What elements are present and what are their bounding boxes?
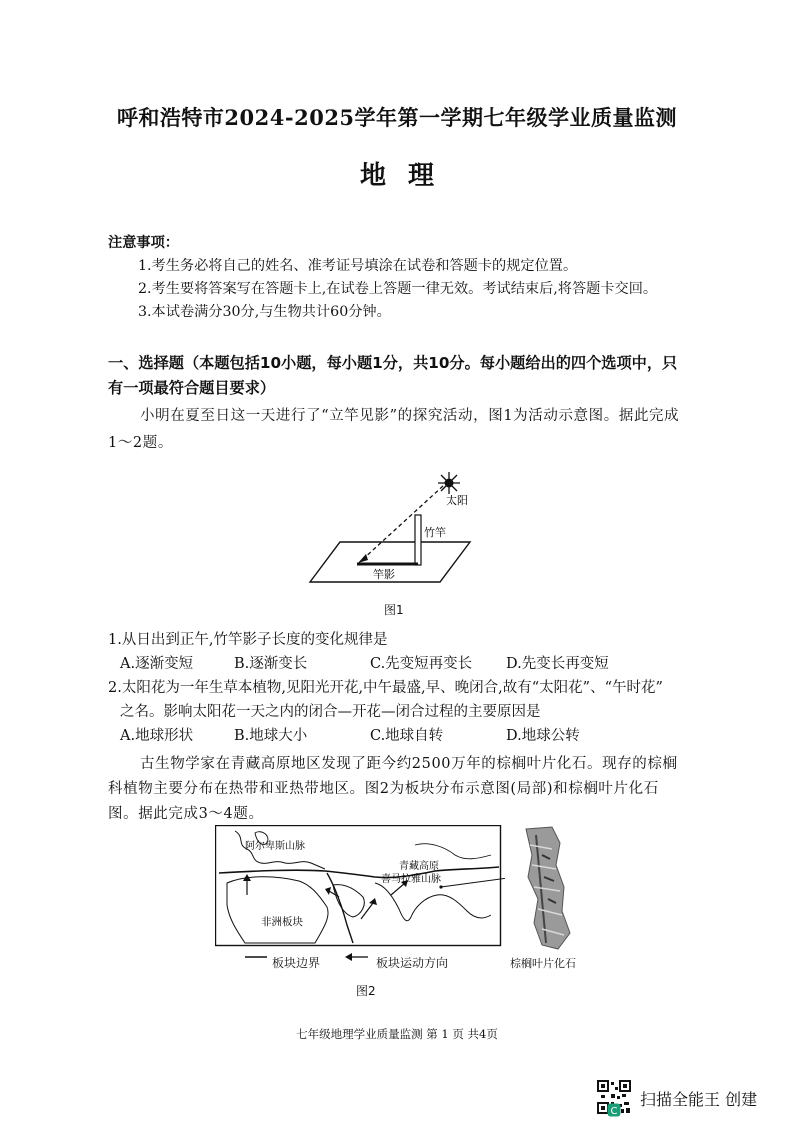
sun-ray <box>362 486 443 560</box>
watermark-text: 扫描全能王 创建 <box>640 1090 758 1109</box>
exam-title: 呼和浩特市2024-2025学年第一学期七年级学业质量监测 <box>116 105 678 130</box>
alps-label: 阿尔卑斯山脉 <box>245 841 305 852</box>
section-heading: 一、选择题（本题包括10小题，每小题1分，共10分。每小题给出的四个选项中，只 <box>108 354 678 372</box>
legend-boundary-label: 板块边界 <box>272 956 321 970</box>
notes-heading: 注意事项： <box>108 235 179 251</box>
figure1-diagram <box>300 470 500 595</box>
palm-leaf-fossil-image <box>512 825 584 953</box>
find-site-dot <box>439 885 442 888</box>
question-1-stem: 1.从日出到正午,竹竿影子长度的变化规律是 <box>108 632 388 648</box>
plateau-label: 青藏高原 <box>399 861 439 872</box>
question-1-option-a: A.逐渐变短 <box>120 656 194 672</box>
fossil-label: 棕榈叶片化石 <box>510 957 576 970</box>
scanner-app-icon <box>607 1103 621 1117</box>
question-2-option-d: D.地球公转 <box>506 728 580 744</box>
question-2-stem: 2.太阳花为一年生草本植物,见阳光开花,中午最盛,早、晚闭合,故有“太阳花”、“午时花” <box>108 680 663 696</box>
passage-text: 古生物学家在青藏高原地区发现了距今约2500万年的棕榈叶片化石。现存的棕榈 <box>140 756 678 772</box>
subject-title: 地理 <box>359 161 456 191</box>
note-item: 2.考生要将答案写在答题卡上,在试卷上答题一律无效。考试结束后,将答题卡交回。 <box>138 281 658 297</box>
question-2-option-c: C.地球自转 <box>370 728 444 744</box>
question-2-stem-cont: 之名。影响太阳花一天之内的闭合—开花—闭合过程的主要原因是 <box>120 704 541 720</box>
question-1-option-b: B.逐渐变长 <box>234 656 308 672</box>
question-1-option-d: D.先变长再变短 <box>506 656 609 672</box>
passage-text-cont: 科植物主要分布在热带和亚热带地区。图2为板块分布示意图(局部)和棕榈叶片化石 <box>108 781 659 797</box>
page-footer: 七年级地理学业质量监测 第 1 页 共4页 <box>296 1027 498 1041</box>
section-heading-cont: 有一项最符合题目要求） <box>108 379 276 397</box>
pole-label: 竹竿 <box>424 526 446 539</box>
shadow-label: 竿影 <box>373 568 395 581</box>
ray-arrowhead <box>358 554 368 563</box>
figure1-caption: 图1 <box>384 603 404 617</box>
question-2-option-a: A.地球形状 <box>120 728 194 744</box>
note-item: 1.考生务必将自己的姓名、准考证号填涂在试卷和答题卡的规定位置。 <box>138 258 578 274</box>
question-2-option-b: B.地球大小 <box>234 728 308 744</box>
figure2-caption: 图2 <box>356 984 376 998</box>
bamboo-pole <box>415 515 421 565</box>
plate-map <box>215 825 505 950</box>
intro-text-cont: 1～2题。 <box>108 435 173 451</box>
svg-text:C: C <box>610 1106 618 1117</box>
sun-icon <box>438 472 460 494</box>
intro-text: 小明在夏至日这一天进行了“立竿见影”的探究活动，图1为活动示意图。据此完成 <box>140 408 680 424</box>
africa-plate-label: 非洲板块 <box>261 916 303 928</box>
legend-arrow-icon <box>344 952 368 962</box>
note-item: 3.本试卷满分30分,与生物共计60分钟。 <box>138 304 391 320</box>
legend-line-icon <box>245 952 267 962</box>
passage-text-cont: 图。据此完成3～4题。 <box>108 806 264 822</box>
question-1-option-c: C.先变短再变长 <box>370 656 473 672</box>
sun-label: 太阳 <box>446 494 468 507</box>
himalaya-label: 喜马拉雅山脉 <box>381 874 441 885</box>
legend-motion-label: 板块运动方向 <box>376 956 449 970</box>
